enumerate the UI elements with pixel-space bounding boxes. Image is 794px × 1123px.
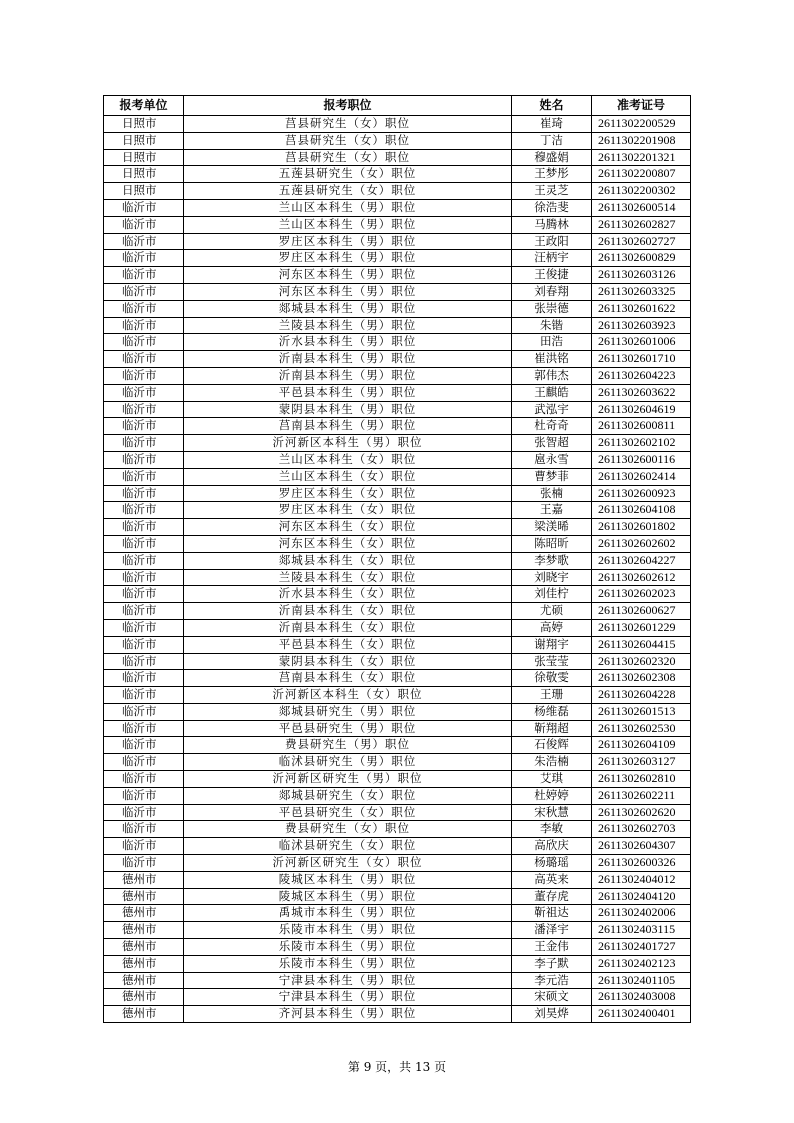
- cell-unit: 临沂市: [104, 267, 184, 284]
- cell-position: 罗庄区本科生（男）职位: [184, 250, 512, 267]
- cell-exam-number: 2611302600811: [592, 418, 691, 435]
- cell-unit: 德州市: [104, 1006, 184, 1023]
- cell-exam-number: 2611302601710: [592, 351, 691, 368]
- cell-unit: 德州市: [104, 871, 184, 888]
- cell-exam-number: 2611302402006: [592, 905, 691, 922]
- cell-name: 徐敬雯: [512, 670, 592, 687]
- cell-unit: 临沂市: [104, 535, 184, 552]
- table-row: [104, 535, 691, 552]
- cell-exam-number: 2611302604415: [592, 636, 691, 653]
- cell-position: 费县研究生（女）职位: [184, 821, 512, 838]
- cell-name: 王梦彤: [512, 166, 592, 183]
- cell-name: 王嘉: [512, 502, 592, 519]
- table-row: [104, 972, 691, 989]
- cell-unit: 临沂市: [104, 199, 184, 216]
- cell-exam-number: 2611302602320: [592, 653, 691, 670]
- cell-exam-number: 2611302603126: [592, 267, 691, 284]
- cell-position: 河东区本科生（女）职位: [184, 519, 512, 536]
- cell-name: 李敏: [512, 821, 592, 838]
- cell-name: 刘晓宇: [512, 569, 592, 586]
- cell-exam-number: 2611302601006: [592, 334, 691, 351]
- table-row: [104, 603, 691, 620]
- cell-unit: 临沂市: [104, 619, 184, 636]
- cell-unit: 临沂市: [104, 351, 184, 368]
- header-unit: 报考单位: [104, 96, 184, 116]
- table-row: [104, 687, 691, 704]
- cell-exam-number: 2611302602530: [592, 720, 691, 737]
- cell-position: 罗庄区本科生（男）职位: [184, 233, 512, 250]
- cell-name: 刘昊烨: [512, 1006, 592, 1023]
- cell-position: 兰山区本科生（女）职位: [184, 451, 512, 468]
- cell-name: 王俊捷: [512, 267, 592, 284]
- cell-unit: 临沂市: [104, 401, 184, 418]
- table-row: [104, 787, 691, 804]
- cell-position: 陵城区本科生（男）职位: [184, 871, 512, 888]
- cell-position: 河东区本科生（男）职位: [184, 283, 512, 300]
- table-row: [104, 636, 691, 653]
- cell-name: 艾琪: [512, 771, 592, 788]
- cell-unit: 临沂市: [104, 485, 184, 502]
- cell-position: 河东区本科生（女）职位: [184, 535, 512, 552]
- cell-unit: 德州市: [104, 922, 184, 939]
- cell-exam-number: 2611302404012: [592, 871, 691, 888]
- cell-position: 五莲县研究生（女）职位: [184, 166, 512, 183]
- cell-unit: 临沂市: [104, 653, 184, 670]
- cell-position: 郯城县研究生（男）职位: [184, 703, 512, 720]
- table-row: [104, 199, 691, 216]
- cell-name: 陈昭昕: [512, 535, 592, 552]
- cell-name: 靳祖达: [512, 905, 592, 922]
- cell-exam-number: 2611302601229: [592, 619, 691, 636]
- cell-unit: 临沂市: [104, 771, 184, 788]
- table-row: [104, 519, 691, 536]
- cell-exam-number: 2611302604108: [592, 502, 691, 519]
- cell-position: 蒙阴县本科生（男）职位: [184, 401, 512, 418]
- cell-position: 临沭县研究生（女）职位: [184, 838, 512, 855]
- cell-position: 罗庄区本科生（女）职位: [184, 485, 512, 502]
- cell-position: 莒南县本科生（男）职位: [184, 418, 512, 435]
- cell-unit: 临沂市: [104, 838, 184, 855]
- cell-unit: 临沂市: [104, 603, 184, 620]
- cell-exam-number: 2611302200529: [592, 116, 691, 133]
- cell-position: 陵城区本科生（男）职位: [184, 888, 512, 905]
- cell-name: 宋硕文: [512, 989, 592, 1006]
- cell-name: 王珊: [512, 687, 592, 704]
- cell-position: 河东区本科生（男）职位: [184, 267, 512, 284]
- cell-exam-number: 2611302402123: [592, 955, 691, 972]
- table-header-row: [104, 96, 691, 116]
- cell-exam-number: 2611302600829: [592, 250, 691, 267]
- table-row: [104, 401, 691, 418]
- cell-position: 兰陵县本科生（男）职位: [184, 317, 512, 334]
- cell-unit: 日照市: [104, 166, 184, 183]
- cell-unit: 德州市: [104, 888, 184, 905]
- cell-unit: 临沂市: [104, 233, 184, 250]
- cell-name: 徐浩斐: [512, 199, 592, 216]
- cell-exam-number: 2611302602308: [592, 670, 691, 687]
- cell-unit: 临沂市: [104, 519, 184, 536]
- cell-position: 兰山区本科生（女）职位: [184, 468, 512, 485]
- cell-exam-number: 2611302401727: [592, 939, 691, 956]
- cell-position: 沂南县本科生（男）职位: [184, 351, 512, 368]
- cell-name: 王政阳: [512, 233, 592, 250]
- table-row: [104, 317, 691, 334]
- cell-position: 沂河新区本科生（女）职位: [184, 687, 512, 704]
- cell-name: 田浩: [512, 334, 592, 351]
- cell-unit: 临沂市: [104, 451, 184, 468]
- cell-name: 丁洁: [512, 132, 592, 149]
- table-row: [104, 821, 691, 838]
- cell-unit: 临沂市: [104, 250, 184, 267]
- cell-position: 乐陵市本科生（男）职位: [184, 939, 512, 956]
- cell-exam-number: 2611302604109: [592, 737, 691, 754]
- cell-exam-number: 2611302601622: [592, 300, 691, 317]
- cell-exam-number: 2611302601513: [592, 703, 691, 720]
- cell-name: 张崇德: [512, 300, 592, 317]
- cell-unit: 德州市: [104, 905, 184, 922]
- cell-name: 李梦歌: [512, 552, 592, 569]
- cell-unit: 临沂市: [104, 754, 184, 771]
- header-exam-number: 准考证号: [592, 96, 691, 116]
- cell-unit: 临沂市: [104, 552, 184, 569]
- header-name: 姓名: [512, 96, 592, 116]
- cell-position: 莒县研究生（女）职位: [184, 132, 512, 149]
- table-row: [104, 216, 691, 233]
- cell-name: 高婷: [512, 619, 592, 636]
- cell-name: 宋秋慧: [512, 804, 592, 821]
- table-row: [104, 703, 691, 720]
- cell-unit: 临沂市: [104, 283, 184, 300]
- cell-unit: 临沂市: [104, 468, 184, 485]
- cell-position: 五莲县研究生（女）职位: [184, 183, 512, 200]
- cell-exam-number: 2611302600116: [592, 451, 691, 468]
- cell-position: 宁津县本科生（男）职位: [184, 972, 512, 989]
- cell-unit: 临沂市: [104, 418, 184, 435]
- cell-exam-number: 2611302602211: [592, 787, 691, 804]
- cell-name: 穆盛娟: [512, 149, 592, 166]
- cell-exam-number: 2611302604227: [592, 552, 691, 569]
- cell-position: 乐陵市本科生（男）职位: [184, 955, 512, 972]
- cell-unit: 临沂市: [104, 317, 184, 334]
- cell-name: 杜奇奇: [512, 418, 592, 435]
- table-row: [104, 586, 691, 603]
- table-row: [104, 552, 691, 569]
- cell-exam-number: 2611302603127: [592, 754, 691, 771]
- cell-unit: 临沂市: [104, 502, 184, 519]
- table-row: [104, 435, 691, 452]
- cell-exam-number: 2611302403115: [592, 922, 691, 939]
- cell-exam-number: 2611302604619: [592, 401, 691, 418]
- cell-unit: 德州市: [104, 939, 184, 956]
- cell-name: 汪柄宇: [512, 250, 592, 267]
- cell-unit: 临沂市: [104, 636, 184, 653]
- cell-name: 高英来: [512, 871, 592, 888]
- cell-name: 刘春翔: [512, 283, 592, 300]
- cell-name: 朱浩楠: [512, 754, 592, 771]
- table-row: [104, 771, 691, 788]
- table-row: [104, 905, 691, 922]
- cell-position: 郯城县本科生（男）职位: [184, 300, 512, 317]
- cell-name: 李元浩: [512, 972, 592, 989]
- cell-exam-number: 2611302602827: [592, 216, 691, 233]
- table-row: [104, 871, 691, 888]
- table-row: [104, 233, 691, 250]
- results-table: [103, 95, 691, 1023]
- cell-position: 罗庄区本科生（女）职位: [184, 502, 512, 519]
- cell-name: 高欣庆: [512, 838, 592, 855]
- cell-position: 兰陵县本科生（女）职位: [184, 569, 512, 586]
- cell-unit: 临沂市: [104, 737, 184, 754]
- cell-exam-number: 2611302602612: [592, 569, 691, 586]
- cell-exam-number: 2611302603923: [592, 317, 691, 334]
- cell-name: 谢翔宇: [512, 636, 592, 653]
- cell-position: 沂河新区本科生（男）职位: [184, 435, 512, 452]
- cell-unit: 临沂市: [104, 334, 184, 351]
- cell-exam-number: 2611302602102: [592, 435, 691, 452]
- cell-name: 张莹莹: [512, 653, 592, 670]
- cell-unit: 临沂市: [104, 703, 184, 720]
- cell-unit: 临沂市: [104, 687, 184, 704]
- cell-position: 平邑县本科生（女）职位: [184, 636, 512, 653]
- table-row: [104, 569, 691, 586]
- cell-exam-number: 2611302602023: [592, 586, 691, 603]
- cell-name: 张楠: [512, 485, 592, 502]
- cell-position: 临沭县研究生（男）职位: [184, 754, 512, 771]
- table-row: [104, 720, 691, 737]
- cell-position: 沂水县本科生（女）职位: [184, 586, 512, 603]
- cell-name: 杨维磊: [512, 703, 592, 720]
- cell-exam-number: 2611302602414: [592, 468, 691, 485]
- cell-position: 莒南县本科生（女）职位: [184, 670, 512, 687]
- cell-exam-number: 2611302603325: [592, 283, 691, 300]
- cell-unit: 临沂市: [104, 569, 184, 586]
- cell-unit: 临沂市: [104, 300, 184, 317]
- cell-position: 沂南县本科生（女）职位: [184, 603, 512, 620]
- cell-exam-number: 2611302601802: [592, 519, 691, 536]
- cell-exam-number: 2611302200807: [592, 166, 691, 183]
- cell-unit: 日照市: [104, 149, 184, 166]
- cell-unit: 临沂市: [104, 787, 184, 804]
- table-row: [104, 166, 691, 183]
- table-row: [104, 468, 691, 485]
- cell-exam-number: 2611302600514: [592, 199, 691, 216]
- cell-position: 沂水县本科生（男）职位: [184, 334, 512, 351]
- cell-position: 宁津县本科生（男）职位: [184, 989, 512, 1006]
- cell-name: 郭伟杰: [512, 367, 592, 384]
- table-row: [104, 267, 691, 284]
- cell-name: 崔洪铭: [512, 351, 592, 368]
- cell-name: 潘泽宇: [512, 922, 592, 939]
- cell-exam-number: 2611302201908: [592, 132, 691, 149]
- header-position: 报考职位: [184, 96, 512, 116]
- cell-unit: 临沂市: [104, 670, 184, 687]
- cell-name: 杨璐瑶: [512, 855, 592, 872]
- table-row: [104, 989, 691, 1006]
- cell-position: 莒县研究生（女）职位: [184, 149, 512, 166]
- table-row: [104, 888, 691, 905]
- cell-exam-number: 2611302603622: [592, 384, 691, 401]
- cell-unit: 临沂市: [104, 384, 184, 401]
- cell-exam-number: 2611302404120: [592, 888, 691, 905]
- cell-position: 沂河新区研究生（女）职位: [184, 855, 512, 872]
- cell-name: 王灵芝: [512, 183, 592, 200]
- cell-unit: 日照市: [104, 116, 184, 133]
- cell-name: 崔琦: [512, 116, 592, 133]
- cell-unit: 临沂市: [104, 855, 184, 872]
- table-row: [104, 855, 691, 872]
- cell-position: 兰山区本科生（男）职位: [184, 199, 512, 216]
- table-row: [104, 351, 691, 368]
- cell-name: 曹梦菲: [512, 468, 592, 485]
- cell-name: 石俊辉: [512, 737, 592, 754]
- cell-unit: 临沂市: [104, 435, 184, 452]
- table-row: [104, 838, 691, 855]
- cell-name: 尤硕: [512, 603, 592, 620]
- cell-position: 乐陵市本科生（男）职位: [184, 922, 512, 939]
- cell-unit: 临沂市: [104, 720, 184, 737]
- cell-unit: 德州市: [104, 972, 184, 989]
- table-row: [104, 183, 691, 200]
- cell-position: 平邑县研究生（女）职位: [184, 804, 512, 821]
- cell-name: 武泓宇: [512, 401, 592, 418]
- cell-name: 马腾林: [512, 216, 592, 233]
- cell-exam-number: 2611302400401: [592, 1006, 691, 1023]
- cell-exam-number: 2611302604228: [592, 687, 691, 704]
- table-row: [104, 653, 691, 670]
- table-row: [104, 804, 691, 821]
- cell-exam-number: 2611302200302: [592, 183, 691, 200]
- cell-unit: 日照市: [104, 183, 184, 200]
- table-body: [104, 116, 691, 1023]
- cell-position: 平邑县本科生（男）职位: [184, 384, 512, 401]
- table-row: [104, 485, 691, 502]
- table-row: [104, 300, 691, 317]
- table-row: [104, 502, 691, 519]
- cell-exam-number: 2611302602703: [592, 821, 691, 838]
- table-row: [104, 367, 691, 384]
- table-row: [104, 922, 691, 939]
- cell-exam-number: 2611302600627: [592, 603, 691, 620]
- table-row: [104, 955, 691, 972]
- table-row: [104, 132, 691, 149]
- cell-exam-number: 2611302600326: [592, 855, 691, 872]
- cell-name: 王金伟: [512, 939, 592, 956]
- table-row: [104, 939, 691, 956]
- cell-unit: 德州市: [104, 955, 184, 972]
- table-row: [104, 754, 691, 771]
- cell-exam-number: 2611302602810: [592, 771, 691, 788]
- cell-name: 王麒皓: [512, 384, 592, 401]
- table-row: [104, 1006, 691, 1023]
- cell-unit: 德州市: [104, 989, 184, 1006]
- cell-position: 费县研究生（男）职位: [184, 737, 512, 754]
- cell-name: 扈永雪: [512, 451, 592, 468]
- cell-exam-number: 2611302201321: [592, 149, 691, 166]
- table-row: [104, 737, 691, 754]
- cell-position: 平邑县研究生（男）职位: [184, 720, 512, 737]
- cell-exam-number: 2611302604307: [592, 838, 691, 855]
- cell-name: 刘佳柠: [512, 586, 592, 603]
- table-row: [104, 418, 691, 435]
- cell-exam-number: 2611302403008: [592, 989, 691, 1006]
- table-row: [104, 384, 691, 401]
- table-row: [104, 283, 691, 300]
- cell-unit: 临沂市: [104, 804, 184, 821]
- cell-position: 沂南县本科生（男）职位: [184, 367, 512, 384]
- cell-unit: 临沂市: [104, 821, 184, 838]
- cell-name: 杜婷婷: [512, 787, 592, 804]
- table-row: [104, 451, 691, 468]
- table-row: [104, 670, 691, 687]
- cell-unit: 日照市: [104, 132, 184, 149]
- cell-exam-number: 2611302602620: [592, 804, 691, 821]
- cell-unit: 临沂市: [104, 586, 184, 603]
- table-row: [104, 250, 691, 267]
- cell-position: 郯城县研究生（女）职位: [184, 787, 512, 804]
- cell-position: 蒙阴县本科生（女）职位: [184, 653, 512, 670]
- cell-position: 郯城县本科生（女）职位: [184, 552, 512, 569]
- cell-exam-number: 2611302401105: [592, 972, 691, 989]
- cell-position: 沂南县本科生（女）职位: [184, 619, 512, 636]
- table-row: [104, 149, 691, 166]
- cell-position: 莒县研究生（女）职位: [184, 116, 512, 133]
- cell-name: 靳翔超: [512, 720, 592, 737]
- cell-exam-number: 2611302604223: [592, 367, 691, 384]
- cell-name: 李子默: [512, 955, 592, 972]
- cell-position: 齐河县本科生（男）职位: [184, 1006, 512, 1023]
- table-row: [104, 334, 691, 351]
- page-footer: 第 9 页，共 13 页: [347, 1060, 447, 1074]
- cell-exam-number: 2611302602727: [592, 233, 691, 250]
- cell-exam-number: 2611302600923: [592, 485, 691, 502]
- cell-name: 梁渼晞: [512, 519, 592, 536]
- cell-name: 张智超: [512, 435, 592, 452]
- cell-name: 朱锴: [512, 317, 592, 334]
- cell-exam-number: 2611302602602: [592, 535, 691, 552]
- cell-position: 沂河新区研究生（男）职位: [184, 771, 512, 788]
- table-row: [104, 116, 691, 133]
- cell-position: 兰山区本科生（男）职位: [184, 216, 512, 233]
- cell-unit: 临沂市: [104, 216, 184, 233]
- cell-unit: 临沂市: [104, 367, 184, 384]
- cell-name: 董存虎: [512, 888, 592, 905]
- cell-position: 禹城市本科生（男）职位: [184, 905, 512, 922]
- table-row: [104, 619, 691, 636]
